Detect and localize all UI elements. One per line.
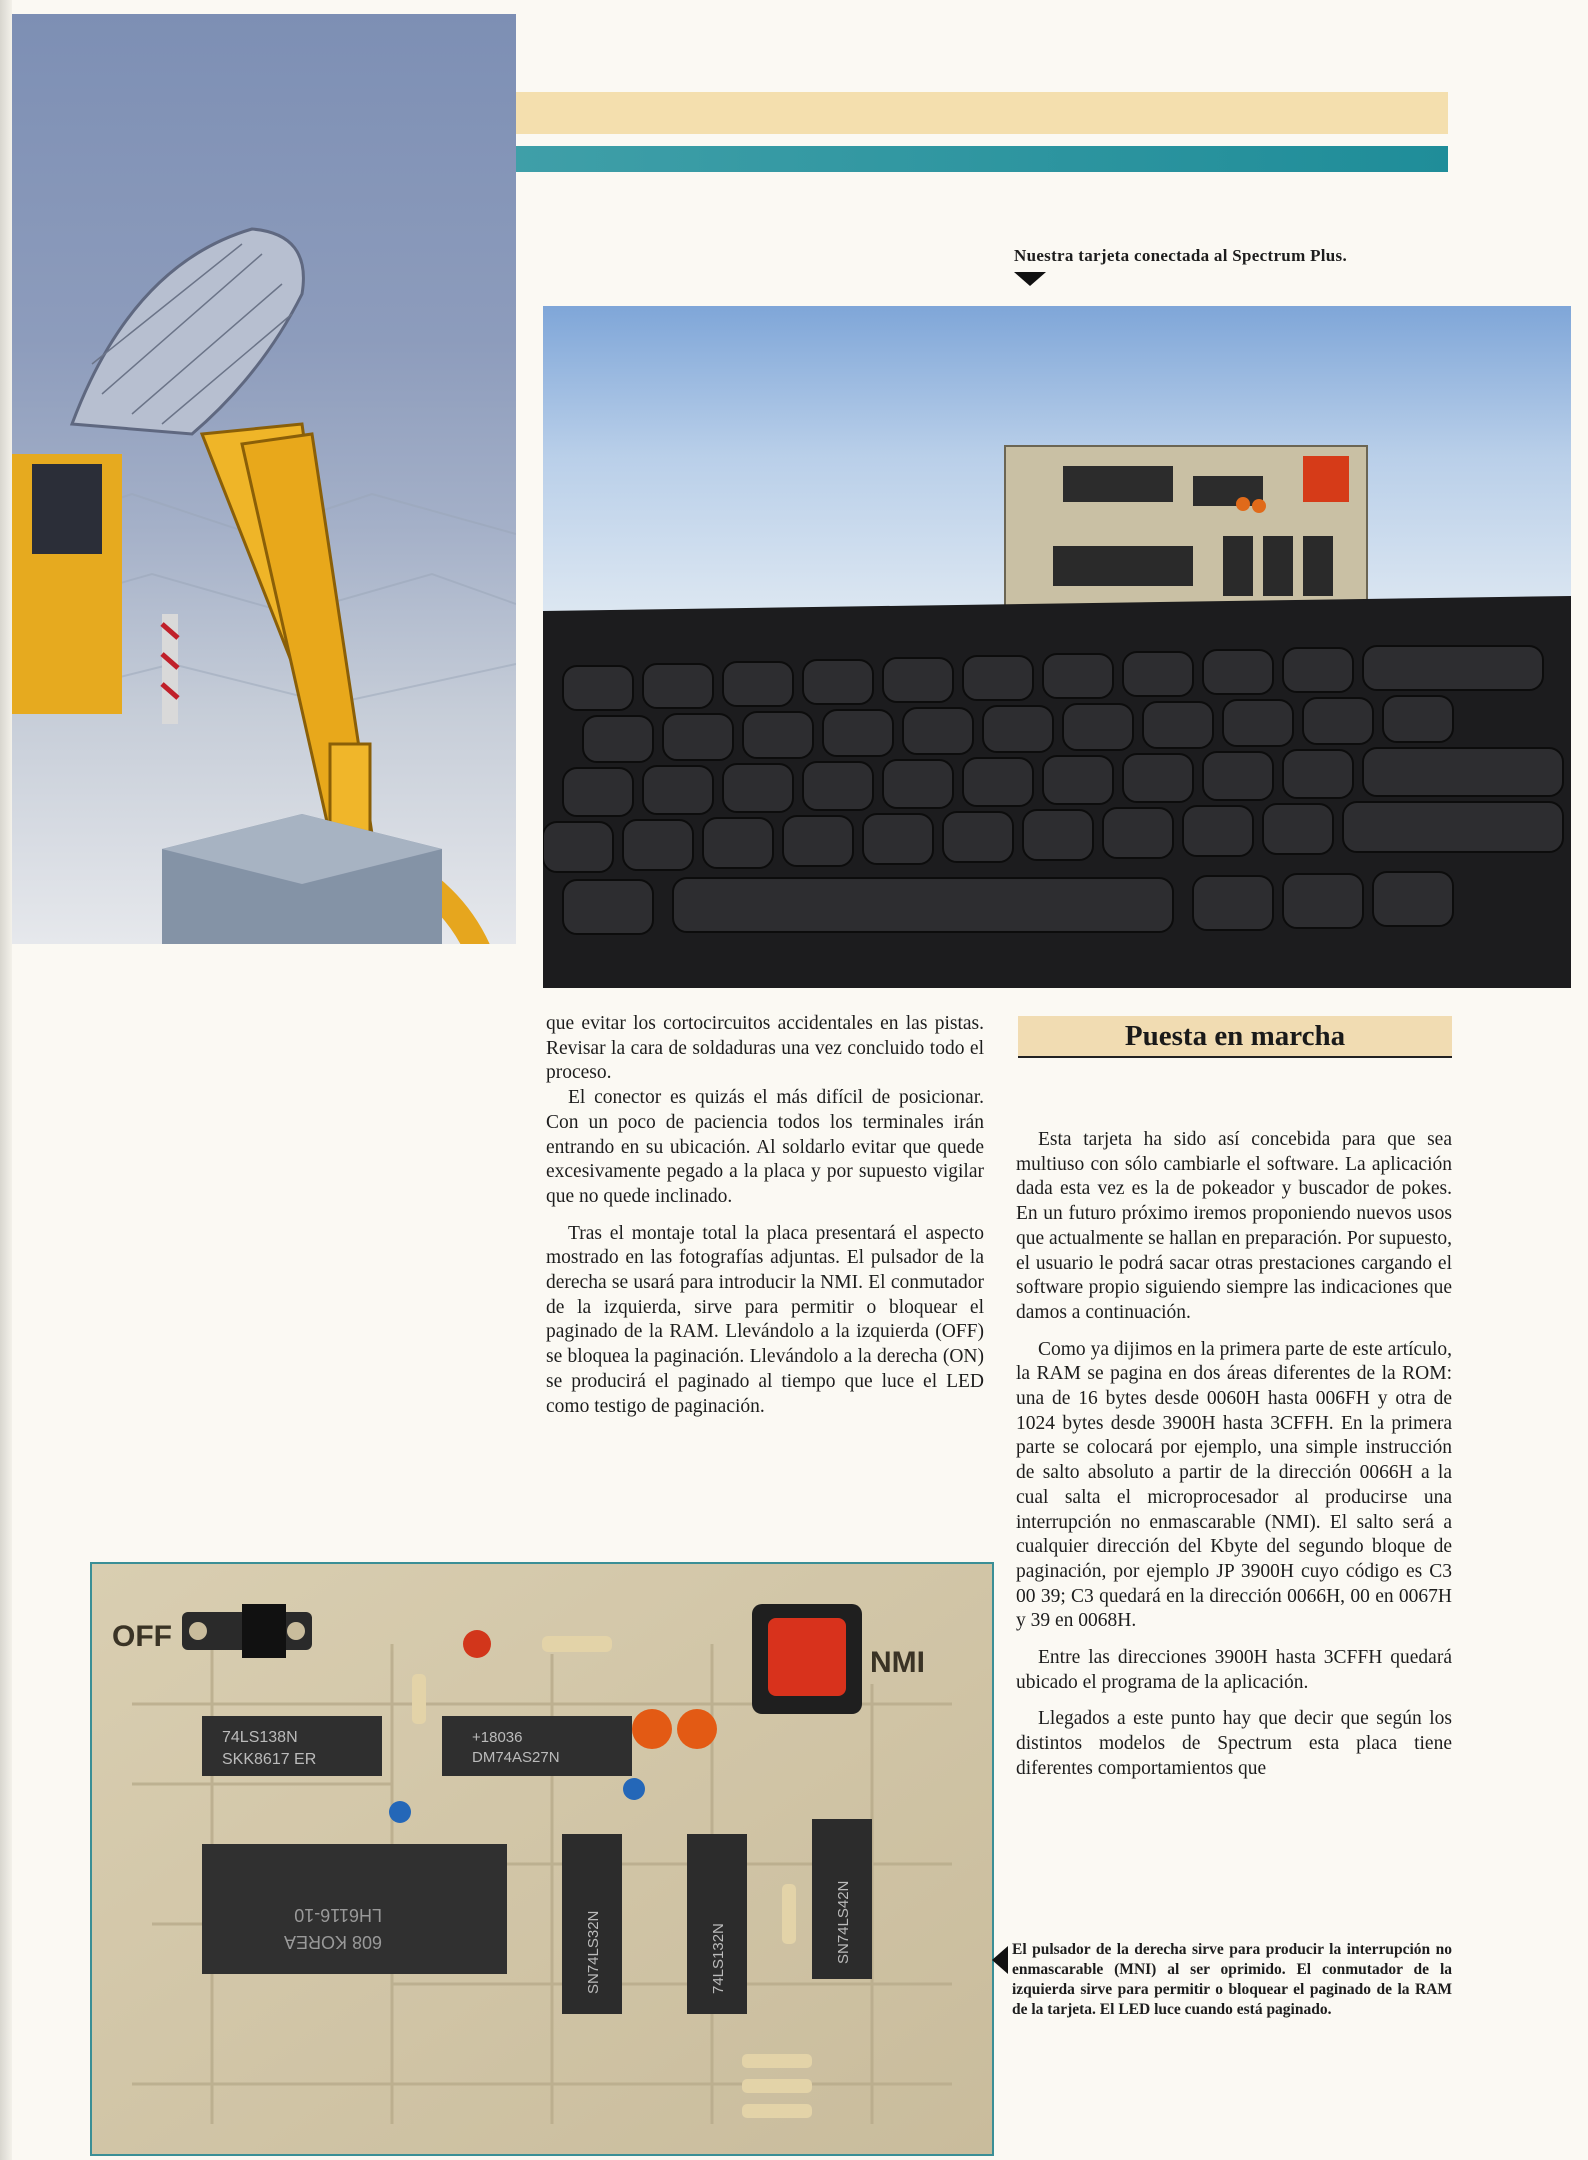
paragraph: Tras el montaje total la placa presentará el aspecto mostrado en las fotografías adjuntas. El pulsador de la derecha se usará para introducir la NMI. El conmutador de la izquierda, sirve para permitir o bloquear el paginado de la RAM. Llevándolo a la izquierda (OFF) se bloquea la paginación. Llevándolo a la derecha (ON) se producirá el paginado al tiempo que luce el LED como testigo de paginación. [546, 1222, 984, 1417]
board-label-nmi: NMI [870, 1646, 925, 1679]
decorative-band-teal [516, 146, 1448, 172]
paragraph: que evitar los cortocircuitos accidentales en las pistas. Revisar la cara de soldaduras una vez concluido todo el proceso. [546, 1013, 984, 1084]
section-heading: Puesta en marcha [1124, 1020, 1346, 1052]
board-label-off: OFF [112, 1620, 172, 1653]
chip-label: +18036 [472, 1729, 523, 1746]
chip-label: 74LS138N [222, 1729, 298, 1746]
paragraph: Esta tarjeta ha sido así concebida para que sea multiuso con sólo cambiarle el software. La aplicación dada esta vez es la de pokeador y buscador de pokes. En un futuro próximo iremos proponiendo nuevos usos que actualmente se hallan en preparación. Por supuesto, el usuario le podrá sacar otras prestaciones cargando el software propio siguiendo siempre las indicaciones que damos a continuación. [1016, 1129, 1452, 1323]
chip-label: SKK8617 ER [222, 1751, 317, 1768]
chip-label: 608 KOREA [283, 1932, 382, 1952]
page-edge [0, 0, 12, 2160]
chip-label: SN74LS42N [835, 1880, 852, 1964]
paragraph: Como ya dijimos en la primera parte de este artículo, la RAM se pagina en dos áreas diferentes de la ROM: una de 16 bytes desde 0060H hasta 006FH y otra de 1024 bytes desde 3900H hasta 3CFFH. En la primera parte se colocará por ejemplo, una simple instrucción de salto absoluto a partir de la dirección 0066H a la cual salta el microprocesador al producirse una interrupción no enmascarable (NMI). El salto será a cualquier dirección del Kbyte del segundo bloque de paginación, por ejemplo JP 3900H cuyo código es C3 00 39; C3 quedará en la dirección 0066H, 00 en 0067H y 39 en 0068H. [1016, 1338, 1452, 1632]
chip-label: SN74LS32N [585, 1910, 602, 1994]
article-column-right [1016, 1128, 1452, 1782]
top-photo-caption: Nuestra tarjeta conectada al Spectrum Plus. [1014, 246, 1348, 265]
section-heading-box [1018, 1016, 1452, 1058]
article-column-left [546, 1012, 984, 1419]
board-photo-caption: El pulsador de la derecha sirve para producir la interrupción no enmascarable (MNI) al ser oprimido. El conmutador de la izquierda sirve para permitir o bloquear el paginado de la RAM de la tarjeta. El LED luce cuando está paginado. [1012, 1941, 1452, 2018]
paragraph: Llegados a este punto hay que decir que según los distintos modelos de Spectrum esta placa tiene diferentes comportamientos que [1016, 1708, 1452, 1779]
paragraph: El conector es quizás el más difícil de posicionar. Con un poco de paciencia todos los terminales irán entrando en su ubicación. Al soldarlo evitar que quede excesivamente pegado a la placa y por supuesto vigilar que no quede inclinado. [546, 1087, 984, 1207]
caption-arrow-left-icon [992, 1946, 1008, 1974]
decorative-band-cream [516, 92, 1448, 134]
caption-arrow-down-icon [1014, 272, 1046, 286]
spectrum-plus-photo [543, 306, 1571, 988]
excavator-illustration [12, 14, 516, 944]
paragraph: Entre las direcciones 3900H hasta 3CFFH quedará ubicado el programa de la aplicación. [1016, 1647, 1452, 1693]
circuit-board-photo [90, 1562, 994, 2156]
chip-label: LH6116-10 [294, 1905, 382, 1925]
chip-label: 74LS132N [710, 1923, 727, 1994]
chip-label: DM74AS27N [472, 1749, 560, 1766]
